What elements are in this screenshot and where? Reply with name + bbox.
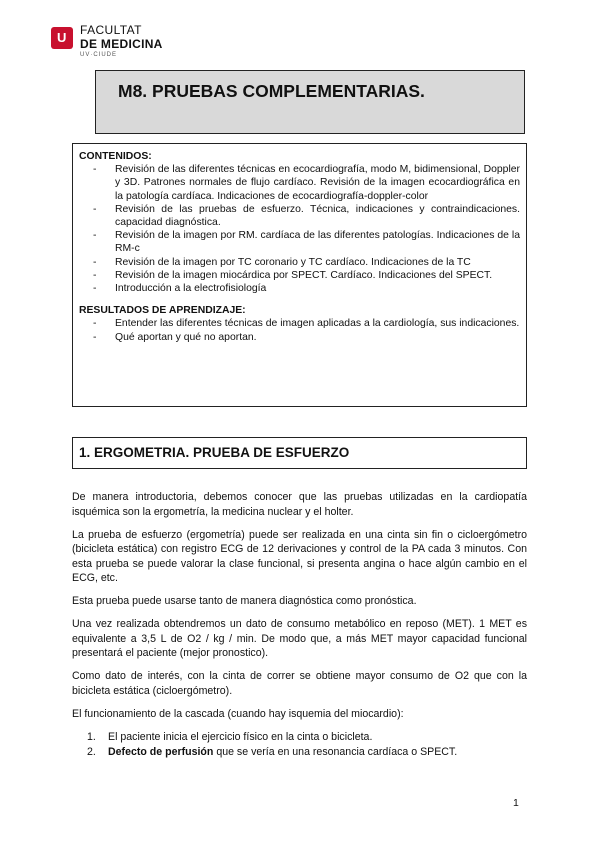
step-bold-text: Defecto de perfusión — [108, 746, 214, 758]
list-item: - Revisión de las pruebas de esfuerzo. Técnica, indicaciones y contraindicaciones. capacidad diagnóstica. — [79, 203, 520, 229]
university-logo-icon — [51, 27, 73, 49]
list-item — [72, 730, 527, 745]
list-item: - Revisión de la imagen miocárdica por SPECT. Cardíaco. Indicaciones del SPECT. — [79, 269, 520, 282]
step-text: que se vería en una resonancia cardíaca o SPECT. — [213, 746, 458, 758]
body-text — [72, 490, 527, 761]
step-number: 2. — [87, 746, 96, 758]
list-item: - Revisión de las diferentes técnicas en ecocardiografía, modo M, bidimensional, Doppler y 3D. Patrones normales de flujo cardíaco. Revisión de la imagen ecocardiográfica en la patología cardíaca. Indicaciones de ecocardiografía-doppler-color — [79, 163, 520, 203]
list-item: - Qué aportan y qué no aportan. — [79, 331, 520, 344]
logo-line-3: UV·CIUDE — [80, 52, 118, 58]
logo-line-1: FACULTAT — [80, 23, 142, 37]
section-heading-box — [72, 437, 527, 469]
resultados-list — [79, 317, 520, 343]
paragraph: El funcionamiento de la cascada (cuando hay isquemia del miocardio): — [72, 707, 404, 720]
logo-line-2: DE MEDICINA — [80, 37, 163, 51]
list-item: - Revisión de la imagen por RM. cardíaca de las diferentes patologías. Indicaciones de la RM-c — [79, 229, 520, 255]
contenidos-list — [79, 163, 520, 295]
paragraph: De manera introductoria, debemos conocer que las pruebas utilizadas en la cardiopatía isquémica son la ergometría, la medicina nuclear y el holter. — [72, 491, 527, 518]
paragraph: La prueba de esfuerzo (ergometría) puede ser realizada en una cinta sin fin o cicloergómetro (bicicleta estática) con registro ECG de 12 derivaciones y control de la PA cada 3 minutos. Con esta prueba se puede valorar la clase funcional, si presenta angina o hace algún cambio en el ECG, etc. — [72, 528, 527, 584]
module-title: M8. PRUEBAS COMPLEMENTARIAS. — [118, 81, 425, 101]
logo-mark-letter: U — [57, 30, 67, 45]
cascade-steps — [72, 730, 527, 760]
list-item: - Revisión de la imagen por TC coronario y TC cardíaco. Indicaciones de la TC — [79, 256, 520, 269]
paragraph: Una vez realizada obtendremos un dato de consumo metabólico en reposo (MET). 1 MET es equivalente a 3,5 L de O2 / kg / min. De modo que, a más MET mayor capacidad funcional presentará el paciente (mejor pronostico). — [72, 618, 527, 659]
contents-box — [72, 143, 527, 407]
list-item — [72, 745, 527, 760]
step-number: 1. — [87, 730, 96, 743]
section-title: 1. ERGOMETRIA. PRUEBA DE ESFUERZO — [79, 445, 350, 460]
resultados-heading: RESULTADOS DE APRENDIZAJE: — [79, 305, 246, 317]
contenidos-heading: CONTENIDOS: — [79, 151, 152, 162]
list-item: - Introducción a la electrofisiología — [79, 282, 520, 295]
paragraph: Como dato de interés, con la cinta de correr se obtiene mayor consumo de O2 que con la bicicleta estática (cicloergómetro). — [72, 670, 527, 697]
list-item: - Entender las diferentes técnicas de imagen aplicadas a la cardiología, sus indicaciones. — [79, 317, 520, 330]
paragraph: Esta prueba puede usarse tanto de manera diagnóstica como pronóstica. — [72, 595, 417, 607]
module-title-box — [95, 70, 525, 134]
page-number: 1 — [513, 797, 519, 809]
step-text: El paciente inicia el ejercicio físico en la cinta o bicicleta. — [108, 730, 373, 743]
